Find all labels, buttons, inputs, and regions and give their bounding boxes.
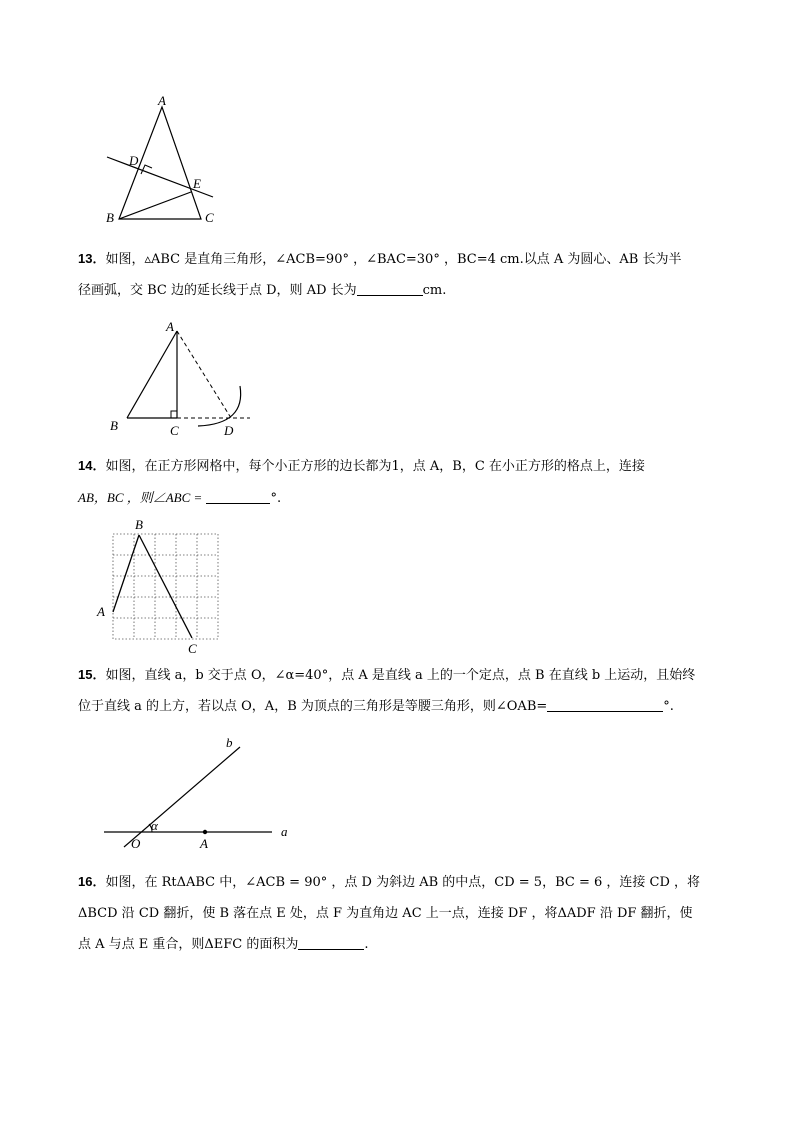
question-text: ΔBCD 沿 CD 翻折，使 B 落在点 E 处，点 F 为直角边 AC 上一点，连接 DF ，将ΔADF 沿 DF 翻折，使 — [78, 906, 693, 921]
figure-q14-grid — [92, 516, 227, 656]
label-c: C — [170, 423, 179, 438]
question-14-line-1 — [78, 450, 738, 482]
question-13-line-2 — [78, 275, 738, 306]
label-b: b — [226, 735, 233, 750]
question-number: 13． — [78, 251, 106, 266]
answer-blank[interactable] — [547, 697, 663, 712]
question-14 — [78, 450, 738, 514]
question-text: 径画弧，交 BC 边的延长线于点 D，则 AD 长为 — [78, 283, 357, 298]
arc — [198, 386, 241, 426]
label-o: O — [131, 836, 141, 851]
question-13-line-1 — [78, 243, 738, 275]
question-16-line-1 — [78, 866, 738, 898]
label-b: B — [106, 210, 114, 225]
label-a: A — [158, 95, 166, 108]
figure-triangle-abc-de — [95, 95, 235, 230]
segment-be — [119, 192, 191, 219]
question-15-line-2 — [78, 691, 738, 722]
segment-bc — [139, 535, 192, 638]
label-d: D — [224, 423, 234, 438]
end-text: . — [364, 937, 369, 952]
question-text: 如图，在 RtΔABC 中，∠ACB = 90° ，点 D 为斜边 AB 的中点，CD = 5，BC = 6 ，连接 CD ，将 — [105, 875, 701, 890]
label-a-line: a — [281, 824, 288, 839]
question-number: 16． — [78, 874, 106, 889]
label-a: A — [97, 604, 105, 619]
label-b: B — [135, 517, 143, 532]
unit-text: °. — [663, 699, 674, 714]
segment-ab — [113, 535, 139, 612]
question-text: 位于直线 a 的上方，若以点 O，A，B 为顶点的三角形是等腰三角形，则∠OAB= — [78, 699, 548, 714]
label-e: E — [193, 176, 201, 191]
point-a-dot — [203, 830, 207, 834]
segment-ab — [127, 331, 177, 418]
answer-blank[interactable] — [298, 935, 364, 950]
question-number: 14． — [78, 458, 106, 473]
unit-text: °. — [270, 491, 282, 506]
question-text: AB，BC ，则∠ABC = — [78, 490, 203, 505]
question-text: 如图，直线 a，b 交于点 O，∠α=40°，点 A 是直线 a 上的一个定点，点 B 在直线 b 上运动，且始终 — [105, 668, 696, 683]
question-15-line-1 — [78, 659, 738, 691]
question-text: 点 A 与点 E 重合，则ΔEFC 的面积为 — [78, 937, 299, 952]
question-16 — [78, 866, 738, 960]
question-text: 如图，▵ABC 是直角三角形，∠ACB=90° ，∠BAC=30° ，BC=4 cm.以点 A 为圆心、AB 长为半 — [105, 252, 682, 267]
label-alpha: α — [151, 818, 158, 833]
label-c: C — [188, 641, 197, 656]
question-13 — [78, 243, 738, 306]
label-a: A — [166, 319, 174, 334]
right-angle-mark — [171, 411, 177, 418]
right-angle-mark — [141, 165, 152, 174]
question-text: 如图，在正方形网格中，每个小正方形的边长都为1，点 A，B，C 在小正方形的格点上，连接 — [105, 459, 645, 474]
label-b: B — [110, 418, 118, 433]
segment-ad — [177, 331, 231, 418]
answer-blank[interactable] — [357, 281, 423, 296]
question-16-line-2 — [78, 898, 738, 929]
unit-text: cm. — [422, 283, 447, 298]
figure-q13 — [100, 314, 260, 439]
question-number: 15． — [78, 667, 106, 682]
figure-q15 — [100, 733, 300, 853]
question-14-line-2 — [78, 482, 738, 514]
label-d: D — [129, 153, 139, 168]
answer-blank[interactable] — [206, 489, 270, 504]
question-15 — [78, 659, 738, 722]
label-c: C — [205, 210, 214, 225]
label-a-point: A — [200, 836, 208, 851]
question-16-line-3 — [78, 929, 738, 960]
